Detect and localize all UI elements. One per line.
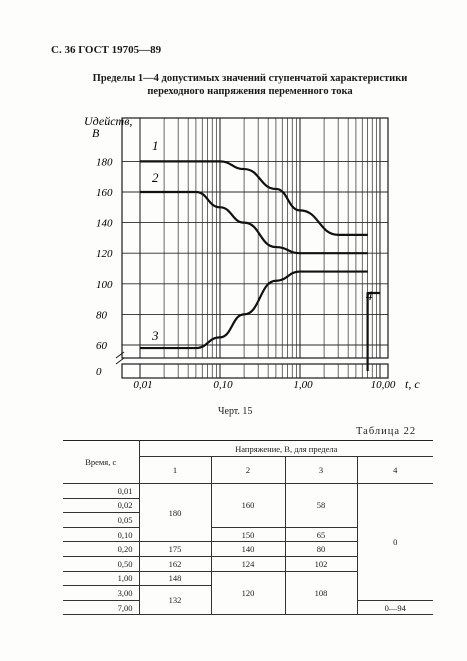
limit2-cell: 160: [211, 484, 285, 528]
curve-label-2: 2: [152, 170, 159, 185]
time-column-header: Время, с: [63, 441, 139, 484]
limit-header-2: 2: [211, 457, 285, 484]
limit3-cell: 65: [285, 527, 357, 542]
limit3-cell: 108: [285, 571, 357, 615]
time-cell: 0,02: [63, 498, 139, 513]
limit2-cell: 124: [211, 556, 285, 571]
y-tick-label: 160: [96, 187, 113, 199]
curve-label-3: 3: [152, 328, 159, 343]
voltage-table: [63, 440, 433, 615]
y-axis-label: Uдейств,: [84, 114, 133, 128]
y-tick-label: 60: [96, 340, 107, 352]
y-tick-label: 140: [96, 217, 113, 230]
limit-header-4: 4: [357, 457, 433, 484]
limit2-cell: 150: [211, 527, 285, 542]
figure-title-line-2: переходного напряжения переменного тока: [147, 86, 353, 97]
y-tick-label: 180: [96, 156, 113, 169]
y-tick-label: 100: [96, 278, 113, 291]
x-tick-label: 0,10: [213, 379, 233, 391]
limit1-cell: 148: [139, 571, 211, 586]
limit3-cell: 102: [285, 556, 357, 571]
chart-curves: [140, 161, 380, 371]
page-header: С. 36 ГОСТ 19705—89: [51, 44, 162, 56]
limit1-cell: 132: [139, 586, 211, 615]
time-cell: 1,00: [63, 571, 139, 586]
limit4-cell: 0: [357, 484, 433, 601]
chart-grid: [122, 118, 388, 378]
limit1-cell: 180: [139, 484, 211, 542]
limit2-cell: 120: [211, 571, 285, 615]
x-tick-label: 0,01: [133, 379, 153, 391]
y-axis-label-unit: В: [92, 126, 100, 140]
time-cell: 0,10: [63, 527, 139, 542]
limit-header-1: 1: [139, 457, 211, 484]
curve-label-1: 1: [152, 138, 159, 153]
chart-labels: [84, 114, 420, 391]
limit3-cell: 58: [285, 484, 357, 528]
curve-1: [140, 161, 368, 234]
figure-caption: Черт. 15: [218, 406, 253, 417]
x-tick-label: 1,00: [293, 379, 313, 391]
time-cell: 3,00: [63, 586, 139, 601]
table-label: Таблица 22: [356, 426, 417, 437]
x-axis-label: t, c: [405, 377, 420, 391]
voltage-column-header: Напряжение, В, для предела: [139, 441, 433, 457]
y-tick-label: 0: [96, 366, 102, 378]
time-cell: 0,01: [63, 484, 139, 499]
time-cell: 7,00: [63, 600, 139, 615]
y-tick-label: 80: [96, 309, 107, 322]
time-cell: 0,20: [63, 542, 139, 557]
limit1-cell: 162: [139, 556, 211, 571]
y-tick-label: 120: [96, 248, 113, 261]
limit1-cell: 175: [139, 542, 211, 557]
axis-break-mark: [116, 352, 124, 358]
curve-4: [368, 293, 380, 371]
curve-3: [140, 272, 368, 349]
curve-label-4: 4: [366, 288, 373, 303]
limit3-cell: 80: [285, 542, 357, 557]
limit2-cell: 140: [211, 542, 285, 557]
figure-title-line-1: Пределы 1—4 допустимых значений ступенчатой характеристики: [92, 73, 408, 84]
x-tick-label: 10,00: [370, 379, 396, 391]
time-cell: 0,50: [63, 556, 139, 571]
limit-header-3: 3: [285, 457, 357, 484]
limit4-cell: 0—94: [357, 600, 433, 615]
time-cell: 0,05: [63, 513, 139, 528]
axis-break-mark: [116, 358, 124, 364]
